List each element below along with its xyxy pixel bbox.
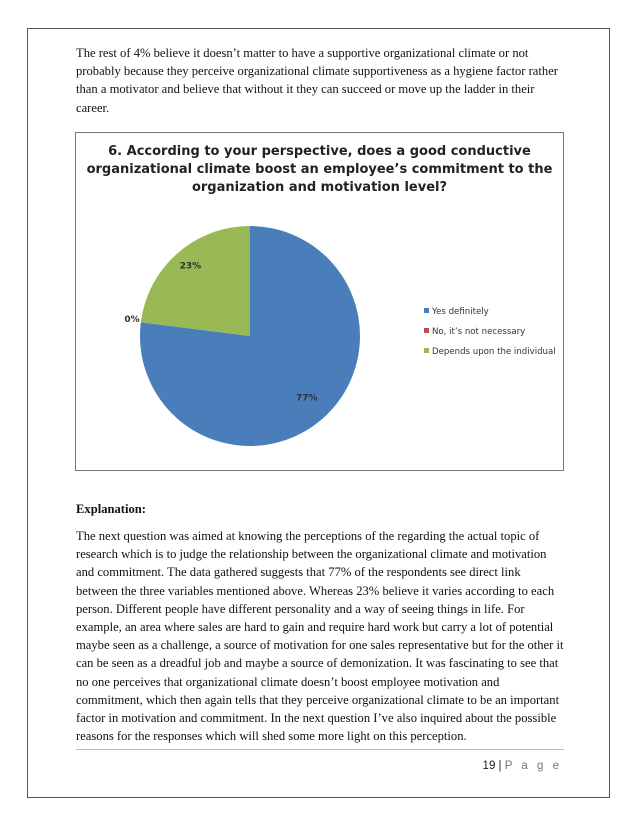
page-footer xyxy=(483,760,562,772)
pie-slice-2 xyxy=(141,226,250,336)
page-word: P a g e xyxy=(504,760,562,772)
pie-data-label-2: 23% xyxy=(179,261,202,272)
legend-item-0 xyxy=(424,307,489,317)
footer-rule xyxy=(76,749,564,750)
explanation-paragraph: The next question was aimed at knowing the perceptions of the regarding the actual topic of research which is to judge the relationship between the organizational climate and motivation and commitment. The data gathered suggests that 77% of the respondents see direct link between the three variables mentioned above. Whereas 23% believe it varies according to each person. Different people have different personality and a way of seeing things in life. For example, an area where sales are hard to gain and require hard work but carry a lot of potential maybe seen as a challenge, a source of motivation for one sales representative but for the other it can be seen as a dreadful job and maybe a source of demonization. It was fascinating to see that no one perceives that organizational climate doesn’t boost employee motivation and commitment, which then again tells that they perceive organizational climate to be an important factor in motivation and commitment. In the next question I’ve also inquired about the possible reasons for the responses which will shed some more light on this perception. xyxy=(76,529,564,744)
pie-data-label-1: 0% xyxy=(124,315,140,325)
explanation-heading: Explanation: xyxy=(76,502,146,516)
legend-swatch-1 xyxy=(424,328,429,333)
pie-svg xyxy=(76,133,565,472)
page-number: 19 xyxy=(482,760,496,772)
footer-separator: | xyxy=(498,760,502,772)
legend-label-0: Yes definitely xyxy=(432,307,489,317)
chart-title: 6. According to your perspective, does a good conductive organizational climate boost an employee’s commitment to the organization and motivation level? xyxy=(86,144,553,195)
legend-item-1 xyxy=(424,327,525,337)
pie-data-label-0: 77% xyxy=(295,393,318,404)
legend-item-2 xyxy=(424,347,556,357)
legend-swatch-2 xyxy=(424,348,429,353)
legend-label-2: Depends upon the individual xyxy=(432,347,556,357)
pie-chart xyxy=(75,132,564,471)
intro-paragraph: The rest of 4% believe it doesn’t matter to have a supportive organizational climate or not probably because they perceive organizational climate supportiveness as a hygiene factor rather than a motivator and believe that without it they can succeed or move up the ladder in their career. xyxy=(76,46,558,115)
legend-swatch-0 xyxy=(424,308,429,313)
legend-label-1: No, it’s not necessary xyxy=(432,327,526,337)
